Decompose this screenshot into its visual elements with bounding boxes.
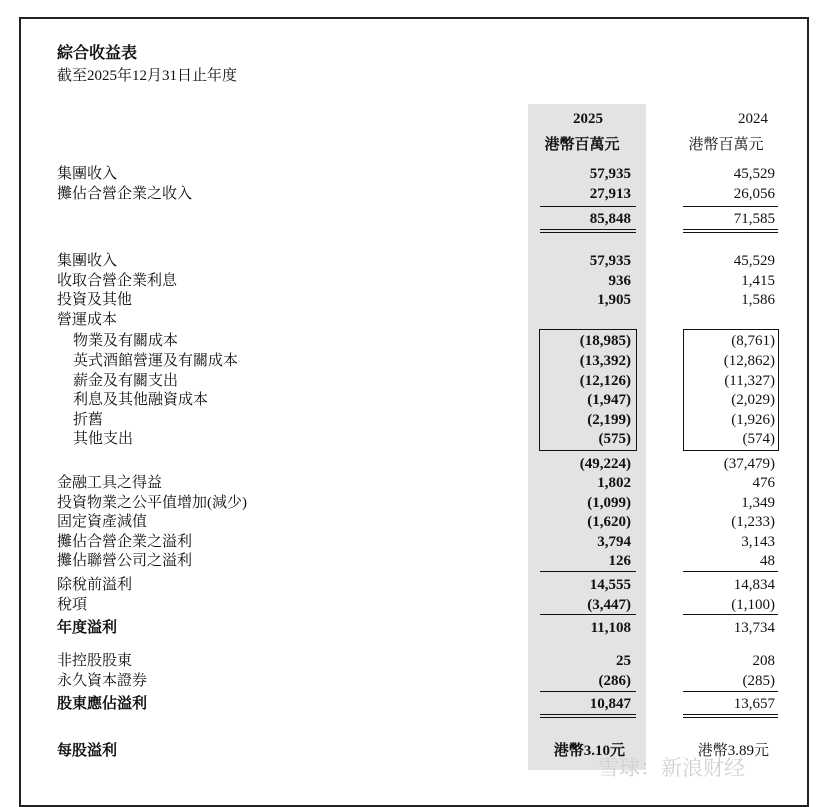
value-2024: 13,657 xyxy=(733,696,775,712)
value-2025: 85,848 xyxy=(589,211,631,227)
table-row xyxy=(0,164,823,184)
row-label: 年度溢利 xyxy=(57,620,118,636)
subtotal-rule xyxy=(540,206,636,207)
value-2024: 1,586 xyxy=(741,292,775,308)
watermark-logo xyxy=(598,752,745,782)
subtotal-rule xyxy=(540,691,636,692)
value-2025: (2,199) xyxy=(587,412,631,428)
value-2025: (13,392) xyxy=(579,353,631,369)
value-2024: 26,056 xyxy=(733,186,775,202)
value-2024: (11,327) xyxy=(724,373,775,389)
value-2025: (49,224) xyxy=(579,456,631,472)
row-label: 每股溢利 xyxy=(57,743,118,759)
value-2024: (37,479) xyxy=(723,456,775,472)
total-rule xyxy=(683,232,778,233)
table-row xyxy=(0,551,823,571)
table-row xyxy=(0,595,823,615)
value-2024: 71,585 xyxy=(733,211,775,227)
value-2025: 57,935 xyxy=(589,253,631,269)
value-2025: 25 xyxy=(616,653,631,669)
table-row xyxy=(0,271,823,291)
row-label: 折舊 xyxy=(73,412,104,428)
value-2025: (3,447) xyxy=(587,597,631,613)
value-2025: 14,555 xyxy=(589,577,631,593)
value-2024: 208 xyxy=(752,653,775,669)
table-row xyxy=(0,493,823,513)
value-2025: 10,847 xyxy=(589,696,631,712)
table-row xyxy=(0,671,823,691)
value-2025: 126 xyxy=(608,553,631,569)
value-2024: (1,100) xyxy=(731,597,775,613)
value-2025: 57,935 xyxy=(589,166,631,182)
value-2024: 14,834 xyxy=(733,577,775,593)
total-rule xyxy=(540,714,636,715)
row-label: 除稅前溢利 xyxy=(57,577,133,593)
table-row xyxy=(0,184,823,204)
row-label: 營運成本 xyxy=(57,312,118,328)
value-2024: 48 xyxy=(760,553,775,569)
statement-title: 綜合收益表 xyxy=(57,45,138,62)
value-2024: 45,529 xyxy=(733,166,775,182)
row-label: 其他支出 xyxy=(73,431,134,447)
row-label: 投資物業之公平值增加(減少) xyxy=(57,495,247,511)
value-2025: 1,905 xyxy=(597,292,631,308)
header-unit-2024: 港幣百萬元 xyxy=(688,137,764,153)
value-2025: (575) xyxy=(598,431,631,447)
value-2024: 476 xyxy=(752,475,775,491)
value-2025: (286) xyxy=(598,673,631,689)
row-label: 攤佔合營企業之溢利 xyxy=(57,534,193,550)
table-row xyxy=(0,618,823,638)
row-label: 永久資本證券 xyxy=(57,673,148,689)
row-label: 攤佔聯營公司之溢利 xyxy=(57,553,193,569)
table-row xyxy=(0,651,823,671)
table-row xyxy=(0,575,823,595)
value-2025: 港幣3.10元 xyxy=(553,743,625,759)
value-2024: 13,734 xyxy=(733,620,775,636)
row-label: 集團收入 xyxy=(57,253,118,269)
row-label: 固定資產減值 xyxy=(57,514,148,530)
table-row xyxy=(0,454,823,474)
subtotal-rule xyxy=(540,614,636,615)
value-2025: (1,620) xyxy=(587,514,631,530)
row-label: 利息及其他融資成本 xyxy=(73,392,209,408)
value-2025: 11,108 xyxy=(590,620,631,636)
row-label: 股東應佔溢利 xyxy=(57,696,148,712)
table-row xyxy=(0,532,823,552)
watermark-text: 雪球：新浪财经 xyxy=(598,756,745,780)
value-2024: 3,143 xyxy=(741,534,775,550)
total-rule xyxy=(683,229,778,230)
operating-costs-box-2025 xyxy=(539,329,637,451)
value-2024: (2,029) xyxy=(731,392,775,408)
row-label: 收取合營企業利息 xyxy=(57,273,178,289)
value-2025: (1,099) xyxy=(587,495,631,511)
value-2024: (574) xyxy=(742,431,775,447)
row-label: 金融工具之得益 xyxy=(57,475,163,491)
row-label: 攤佔合營企業之收入 xyxy=(57,186,193,202)
value-2025: 1,802 xyxy=(597,475,631,491)
header-unit-2025: 港幣百萬元 xyxy=(544,137,620,153)
row-label: 物業及有關成本 xyxy=(73,333,179,349)
header-year-2025: 2025 xyxy=(573,111,603,127)
table-row xyxy=(0,473,823,493)
value-2024: 1,349 xyxy=(741,495,775,511)
row-label: 非控股股東 xyxy=(57,653,133,669)
value-2024: 45,529 xyxy=(733,253,775,269)
operating-costs-box-2024 xyxy=(683,329,779,451)
value-2024: (285) xyxy=(742,673,775,689)
table-row xyxy=(0,290,823,310)
row-label: 英式酒館營運及有關成本 xyxy=(73,353,239,369)
row-label: 投資及其他 xyxy=(57,292,133,308)
total-rule xyxy=(540,717,636,718)
value-2025: 3,794 xyxy=(597,534,631,550)
total-rule xyxy=(540,229,636,230)
row-label: 稅項 xyxy=(57,597,88,613)
table-row xyxy=(0,251,823,271)
subtotal-rule xyxy=(683,571,778,572)
value-2024: (1,926) xyxy=(731,412,775,428)
header-year-2024: 2024 xyxy=(738,111,768,127)
value-2025: (18,985) xyxy=(579,333,631,349)
statement-period: 截至2025年12月31日止年度 xyxy=(57,68,238,84)
total-rule xyxy=(540,232,636,233)
value-2025: 936 xyxy=(608,273,631,289)
table-row xyxy=(0,209,823,229)
row-label: 集團收入 xyxy=(57,166,118,182)
table-row xyxy=(0,512,823,532)
value-2024: (1,233) xyxy=(731,514,775,530)
subtotal-rule xyxy=(683,691,778,692)
total-rule xyxy=(683,714,778,715)
subtotal-rule xyxy=(540,571,636,572)
table-row xyxy=(0,310,823,330)
value-2024: 港幣3.89元 xyxy=(697,743,769,759)
subtotal-rule xyxy=(683,206,778,207)
row-label: 薪金及有關支出 xyxy=(73,373,179,389)
value-2025: (1,947) xyxy=(587,392,631,408)
value-2025: (12,126) xyxy=(579,373,631,389)
value-2024: (8,761) xyxy=(731,333,775,349)
value-2024: (12,862) xyxy=(723,353,775,369)
value-2024: 1,415 xyxy=(741,273,775,289)
table-row xyxy=(0,694,823,714)
value-2025: 27,913 xyxy=(589,186,631,202)
subtotal-rule xyxy=(683,614,778,615)
total-rule xyxy=(683,717,778,718)
